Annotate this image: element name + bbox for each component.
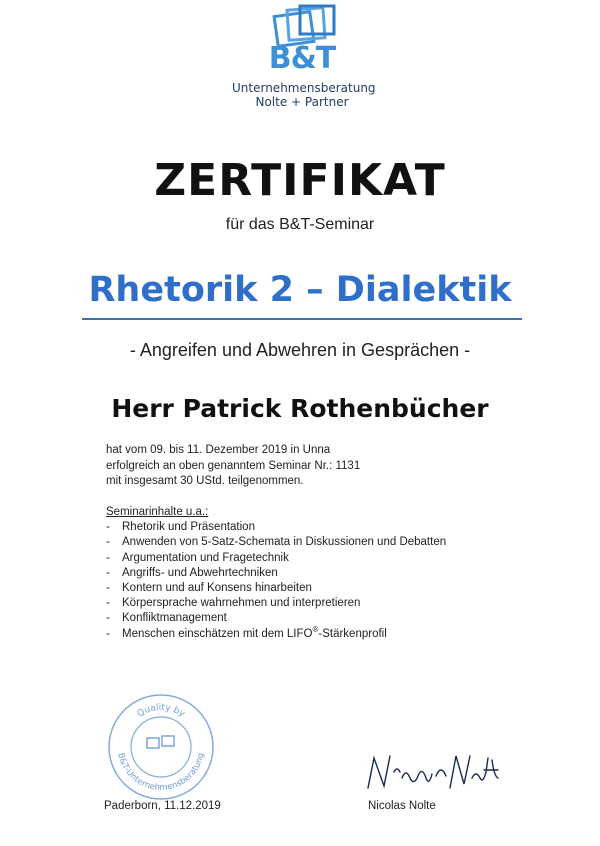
signer-name: Nicolas Nolte	[368, 800, 436, 812]
place-and-date: Paderborn, 11.12.2019	[104, 800, 221, 812]
certificate-title: ZERTIFIKAT	[154, 155, 446, 206]
logo-tagline-2: Nolte + Partner	[255, 95, 349, 109]
list-item: - Menschen einschätzen mit dem LIFO®-Stärkenprofil	[106, 627, 446, 642]
certificate-subtitle: für das B&T-Seminar	[225, 216, 375, 233]
list-item: - Argumentation und Fragetechnik	[106, 551, 446, 566]
bullet-dash: -	[106, 627, 110, 640]
list-item: - Angriffs- und Abwehrtechniken	[106, 566, 446, 581]
statement-line: mit insgesamt 30 UStd. teilgenommen.	[106, 475, 304, 487]
bullet-dash: -	[106, 521, 110, 534]
registered-mark: ®	[312, 624, 319, 634]
bullet-dash: -	[106, 566, 110, 579]
course-title: Rhetorik 2 – Dialektik	[88, 270, 512, 310]
contents-heading: Seminarinhalte u.a.:	[106, 506, 209, 518]
logo-tagline-1: Unternehmensberatung	[232, 81, 376, 95]
contents-list	[106, 520, 446, 642]
attendance-statement	[106, 443, 360, 490]
course-tagline: - Angreifen und Abwehren in Gesprächen -	[129, 340, 471, 360]
svg-text:B&T-Unternehmensberatung: B&T-Unternehmensberatung	[115, 751, 207, 794]
quality-seal-stamp	[106, 692, 216, 802]
list-item: - Rhetorik und Präsentation	[106, 520, 446, 535]
course-underline	[82, 318, 522, 320]
recipient-name: Herr Patrick Rothenbücher	[111, 394, 489, 423]
bullet-dash: -	[106, 536, 110, 549]
svg-text:Quality by: Quality by	[135, 702, 187, 720]
bullet-dash: -	[106, 612, 110, 625]
statement-line: hat vom 09. bis 11. Dezember 2019 in Unna	[106, 444, 331, 456]
list-item: - Anwenden von 5-Satz-Schemata in Diskussionen und Debatten	[106, 535, 446, 550]
bullet-dash: -	[106, 597, 110, 610]
list-item: - Konfliktmanagement	[106, 611, 446, 626]
statement-line: erfolgreich an oben genanntem Seminar Nr.: 1131	[106, 459, 361, 472]
bullet-dash: -	[106, 582, 110, 595]
list-item: - Kontern und auf Konsens hinarbeiten	[106, 581, 446, 596]
logo-wordmark: B&T	[268, 41, 336, 76]
handwritten-signature	[364, 748, 504, 794]
bullet-dash: -	[106, 551, 110, 564]
company-logo	[232, 4, 376, 112]
seminar-contents	[106, 505, 446, 642]
list-item: - Körpersprache wahrnehmen und interpretieren	[106, 596, 446, 611]
